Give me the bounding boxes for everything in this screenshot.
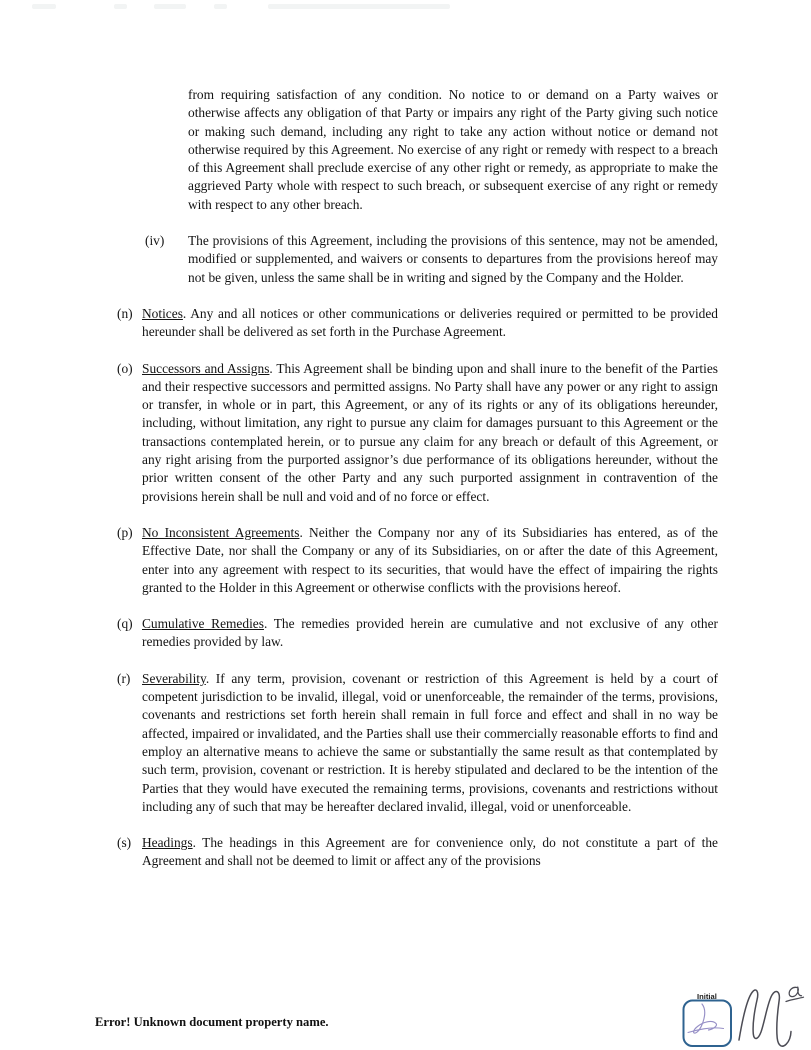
handwritten-a-underline	[786, 997, 804, 1001]
paragraph-text: . Any and all notices or other communications or deliveries required or permitted to be provided hereunder shall be delivered as set forth in the Purchase Agreement.	[142, 305, 718, 340]
paragraph-iv	[95, 232, 718, 287]
faint-header-fragment	[114, 4, 127, 9]
paragraph-label: (s)	[117, 835, 132, 851]
paragraph-q-cumulative-remedies	[95, 615, 718, 652]
faint-header-fragment	[268, 4, 450, 9]
clause-heading: Cumulative Remedies	[142, 616, 264, 632]
footer-error-text: Error! Unknown document property name.	[95, 1015, 329, 1029]
clause-heading: Severability	[142, 670, 206, 686]
paragraph-r-severability	[95, 670, 718, 816]
initial-box[interactable]	[684, 992, 732, 1046]
paragraph-text: from requiring satisfaction of any condition. No notice to or demand on a Party waives or otherwise affects any obligation of that Party or impairs any right of the Party giving such notice or making such demand, including any right to take any action without notice or demand not otherwise required by this Agreement. No exercise of any right or remedy with respect to a breach of this Agreement shall preclude exercise of any other right or remedy, as appropriate to make the aggrieved Party whole with respect to such breach, or subsequent exercise of any right or remedy with respect to any other breach.	[188, 87, 718, 212]
document-body	[95, 86, 718, 889]
handwritten-superscript-a	[789, 987, 801, 996]
paragraph-text: . The headings in this Agreement are for convenience only, do not constitute a part of the Agreement and shall not be deemed to limit or affect any of the provisions	[142, 835, 718, 869]
paragraph-p-no-inconsistent-agreements	[95, 524, 718, 597]
paragraph-label: (q)	[117, 616, 133, 632]
paragraph-label: (n)	[117, 305, 133, 321]
clause-heading: Notices	[142, 305, 183, 321]
clause-heading: Headings	[142, 835, 193, 851]
paragraph-text: . Neither the Company nor any of its Subsidiaries has entered, as of the Effective Date, nor shall the Company or any of its Subsidiaries, on or after the date of this Agreement, enter into any agreement with respect to its securities, that would have the effect of impairing the rights granted to the Holder in this Agreement or otherwise conflicts with the provisions hereof.	[142, 524, 719, 595]
clause-heading: No Inconsistent Agreements	[142, 524, 300, 540]
paragraph-o-successors-and-assigns	[95, 360, 718, 506]
paragraph-label: (o)	[117, 360, 133, 376]
paragraph-text: . If any term, provision, covenant or restriction of this Agreement is held by a court of competent jurisdiction to be invalid, illegal, void or unenforceable, the remainder of the terms, provisions, covenants and restrictions set forth herein shall remain in full force and effect and shall in no way be affected, impaired or invalidated, and the Parties shall use their commercially reasonable efforts to find and employ an alternative means to achieve the same or substantially the same result as that contemplated by such term, provision, covenant or restriction. It is hereby stipulated and declared to be the intention of the Parties that they would have executed the remaining terms, provisions, covenants and restrictions without including any of such that may be hereafter declared invalid, illegal, void or unenforceable.	[142, 670, 718, 814]
signature-cluster	[668, 976, 811, 1050]
paragraph-text: . This Agreement shall be binding upon and shall inure to the benefit of the Parties and their respective successors and permitted assigns. No Party shall have any power or any right to assign or transfer, in whole or in part, this Agreement, or any of its rights or any of its obligations hereunder, including, without limitation, any right to pursue any claim for damages pursuant to this Agreement or the transactions contemplated herein, or to pursue any claim for any breach or default of this Agreement, or any right arising from the purported assignor’s due performance of its obligations hereunder, without the prior written consent of the other Party and any such purported assignment in contravention of the provisions herein shall be null and void and of no force or effect.	[142, 360, 718, 504]
faint-header-fragment	[154, 4, 186, 9]
paragraph-label: (r)	[117, 670, 131, 686]
paragraph-label: (p)	[117, 524, 133, 540]
paragraph-n-notices	[95, 305, 718, 342]
paragraph-text: The provisions of this Agreement, including the provisions of this sentence, may not be amended, modified or supplemented, and waivers or consents to departures from the provisions hereof may not be given, unless the same shall be in writing and signed by the Company and the Holder.	[188, 233, 718, 285]
paragraph-label: (iv)	[145, 233, 165, 249]
paragraph-continuation	[95, 86, 718, 214]
faint-header-fragment	[214, 4, 227, 9]
clause-heading: Successors and Assigns	[142, 360, 270, 376]
paragraph-s-headings	[95, 834, 718, 871]
handwritten-initial-m	[739, 987, 804, 1046]
faint-header-fragment	[32, 4, 56, 9]
initial-tab-label: Initial	[697, 992, 717, 1001]
paragraph-text: . The remedies provided herein are cumulative and not exclusive of any other remedies provided by law.	[142, 616, 718, 650]
